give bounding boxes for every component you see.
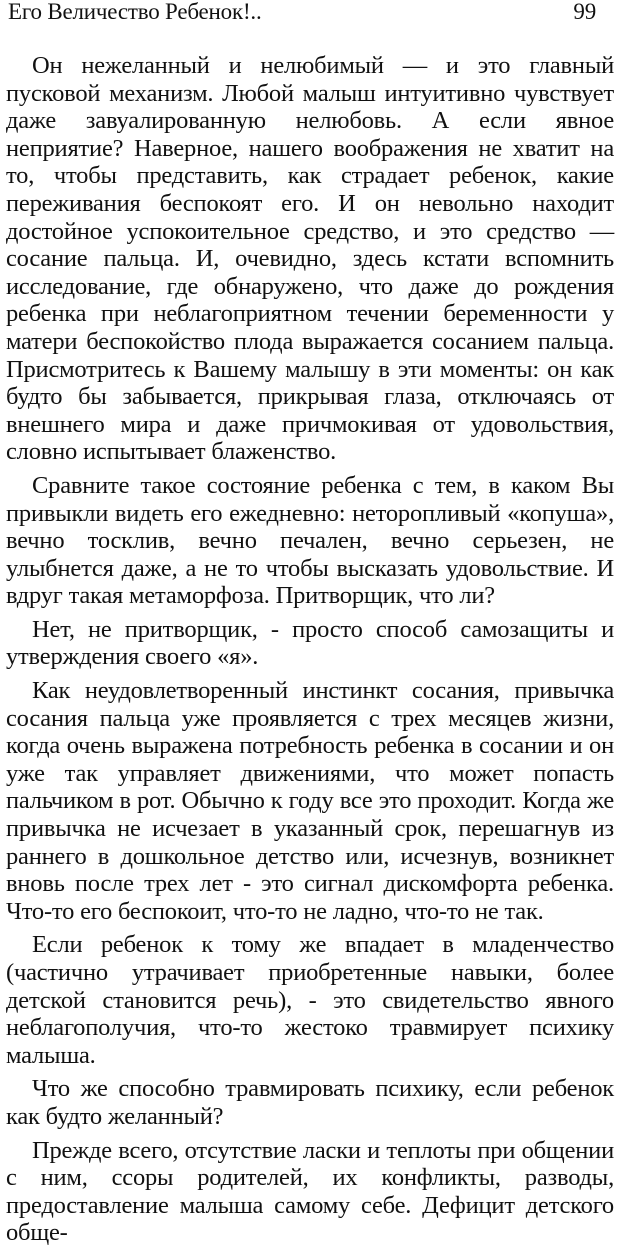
book-title: Его Величество Ребенок!.. (8, 0, 262, 24)
running-header (6, 0, 614, 38)
paragraph: Он нежеланный и нелюбимый — и это главный пусковой механизм. Любой малыш интуитивно чувствует даже завуалированную нелюбовь. А если явное неприятие? Наверное, нашего воображения не хватит на то, чтобы представить, как страдает ребенок, какие переживания беспокоят его. И он невольно находит достойное успокоительное средство, и это средство — сосание пальца. И, очевидно, здесь кстати вспомнить исследование, где обнаружено, что даже до рождения ребенка при неблагоприятном течении беременности у матери беспокойство плода выражается сосанием пальца. Присмотритесь к Вашему малышу в эти моменты: он как будто бы забывается, прикрывая глаза, отключаясь от внешнего мира и даже причмокивая от удовольствия, словно испытывает блаженство. (6, 52, 614, 466)
paragraph: Сравните такое состояние ребенка с тем, в каком Вы привыкли видеть его ежедневно: неторопливый «копуша», вечно тосклив, вечно печален, вечно серьезен, не улыбнется даже, а не то чтобы высказать удовольствие. И вдруг такая метаморфоза. Притворщик, что ли? (6, 471, 614, 610)
page-number: 99 (573, 0, 596, 24)
body-text (6, 52, 614, 1247)
paragraph: Если ребенок к тому же впадает в младенчество (частично утрачивает приобретенные навыки, более детской становится речь), - это свидетельство явного неблагополучия, что-то жестоко травмирует психику малыша. (6, 931, 614, 1069)
paragraph: Что же способно травмировать психику, если ребенок как будто желанный? (6, 1075, 614, 1130)
paragraph: Нет, не притворщик, - просто способ самозащиты и утверждения своего «я». (6, 615, 614, 671)
paragraph: Прежде всего, отсутствие ласки и теплоты при общении с ним, ссоры родителей, их конфликты, разводы, предоставление малыша самому себе. Дефицит детского обще- (6, 1136, 614, 1247)
paragraph: Как неудовлетворенный инстинкт сосания, привычка сосания пальца уже проявляется с трех месяцев жизни, когда очень выражена потребность ребенка в сосании и он уже так управляет движениями, что может попасть пальчиком в рот. Обычно к году все это проходит. Когда же привычка не исчезает в указанный срок, перешагнув из раннего в дошкольное детство или, исчезнув, возникнет вновь после трех лет - это сигнал дискомфорта ребенка. Что-то его беспокоит, что-то не ладно, что-то не так. (6, 677, 614, 925)
